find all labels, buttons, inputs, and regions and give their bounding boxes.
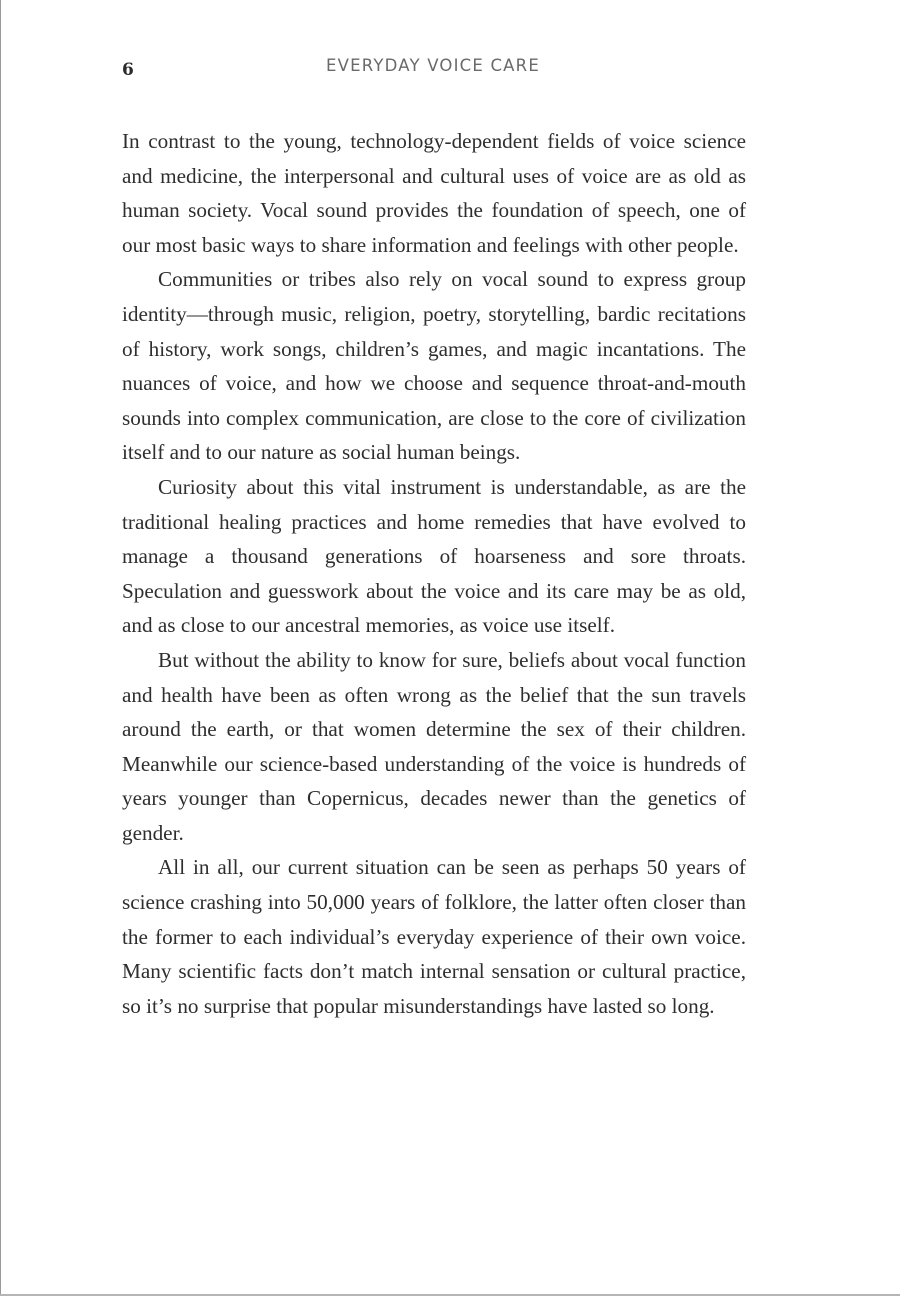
body-text <box>122 124 746 1023</box>
running-title: EVERYDAY VOICE CARE <box>326 56 540 75</box>
paragraph-4: But without the ability to know for sure, beliefs about vocal function and health have been as often wrong as the belief that the sun travels around the earth, or that women determine the sex of their children. Meanwhile our science-based understanding of the voice is hundreds of years younger than Copernicus, decades newer than the genetics of gender. <box>122 647 746 845</box>
running-head <box>122 56 744 82</box>
paragraph-5: All in all, our current situation can be seen as perhaps 50 years of science crashing into 50,000 years of folklore, the latter often closer than the former to each individual’s everyday experience of their own voice. Many scientific facts don’t match internal sensation or cultural practice, so it’s no surprise that popular misunderstandings have lasted so long. <box>122 855 746 1018</box>
page-number: 6 <box>122 60 134 80</box>
page-left-edge <box>0 0 1 1296</box>
paragraph-2: Communities or tribes also rely on vocal sound to express group identity—through music, religion, poetry, storytelling, bardic recitations of history, work songs, children’s games, and magic incantations. The nuances of voice, and how we choose and sequence throat-and-mouth sounds into complex communication, are close to the core of civilization itself and to our nature as social human beings. <box>122 267 746 465</box>
paragraph-1: In contrast to the young, technology-dependent fields of voice science and medicine, the interpersonal and cultural uses of voice are as old as human society. Vocal sound provides the foundation of speech, one of our most basic ways to share information and feelings with other people. <box>122 129 746 257</box>
paragraph-3: Curiosity about this vital instrument is understandable, as are the traditional healing practices and home remedies that have evolved to manage a thousand generations of hoarseness and sore throats. Speculation and guesswork about the voice and its care may be as old, and as close to our ancestral memories, as voice use itself. <box>122 474 746 638</box>
